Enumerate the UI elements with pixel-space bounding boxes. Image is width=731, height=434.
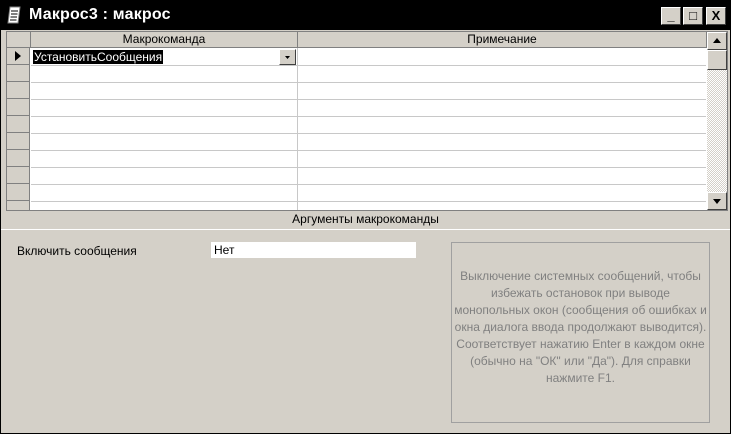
- row-selector[interactable]: [7, 116, 30, 133]
- grid-line: [31, 65, 706, 66]
- action-cell[interactable]: УстановитьСообщения: [34, 50, 163, 64]
- minimize-icon: _: [667, 8, 675, 23]
- column-header-comment[interactable]: Примечание: [298, 32, 707, 48]
- close-button[interactable]: [706, 7, 726, 25]
- maximize-icon: □: [689, 8, 697, 23]
- help-text: Выключение системных сообщений, чтобы избежать остановок при выводе монопольных окон (сообщения об ошибках и окна диалога ввода продолжают выводится). Соответствует нажатию Enter в каждом окне (обычно на "ОК" или "Да"). Для справки нажмите F1.: [454, 269, 707, 385]
- action-dropdown-button[interactable]: [279, 49, 296, 65]
- maximize-button[interactable]: [683, 7, 703, 25]
- column-divider: [297, 48, 298, 210]
- grid-line: [31, 133, 706, 134]
- grid-line: [31, 184, 706, 185]
- vertical-scrollbar[interactable]: [707, 32, 727, 210]
- argument-label: Включить сообщения: [17, 244, 137, 258]
- argument-value-field[interactable]: Нет: [211, 242, 416, 258]
- title-bar[interactable]: [1, 1, 730, 30]
- current-row-icon: [13, 50, 23, 62]
- scroll-down-button[interactable]: [707, 192, 727, 210]
- row-selector[interactable]: [7, 82, 30, 99]
- row-selector[interactable]: [7, 167, 30, 184]
- help-panel: [451, 242, 710, 423]
- row-selector[interactable]: [7, 184, 30, 201]
- grid-line: [31, 201, 706, 202]
- grid-line: [31, 99, 706, 100]
- minimize-button[interactable]: [661, 7, 681, 25]
- scroll-up-button[interactable]: [707, 32, 727, 50]
- grid-line: [31, 116, 706, 117]
- row-selector[interactable]: [7, 99, 30, 116]
- arguments-section-title: Аргументы макрокоманды: [292, 212, 439, 226]
- chevron-down-icon: [280, 50, 295, 64]
- window-title: Макрос3 : макрос: [29, 6, 171, 23]
- row-selector[interactable]: [7, 150, 30, 167]
- row-selector-current[interactable]: [7, 48, 30, 65]
- grid-line: [31, 82, 706, 83]
- grid-line: [31, 150, 706, 151]
- grid-line: [31, 167, 706, 168]
- arrow-down-icon: [708, 193, 726, 209]
- scroll-track[interactable]: [707, 50, 727, 192]
- column-header-action[interactable]: Макрокоманда: [31, 32, 298, 48]
- macro-icon: [7, 6, 21, 24]
- row-selector[interactable]: [7, 133, 30, 150]
- row-selector[interactable]: [7, 65, 30, 82]
- divider: [1, 229, 730, 230]
- grid-corner[interactable]: [7, 32, 31, 48]
- arrow-up-icon: [708, 33, 726, 49]
- row-selector[interactable]: [7, 201, 30, 211]
- macro-grid[interactable]: [6, 31, 728, 211]
- scroll-thumb[interactable]: [707, 50, 727, 70]
- close-icon: X: [711, 8, 721, 23]
